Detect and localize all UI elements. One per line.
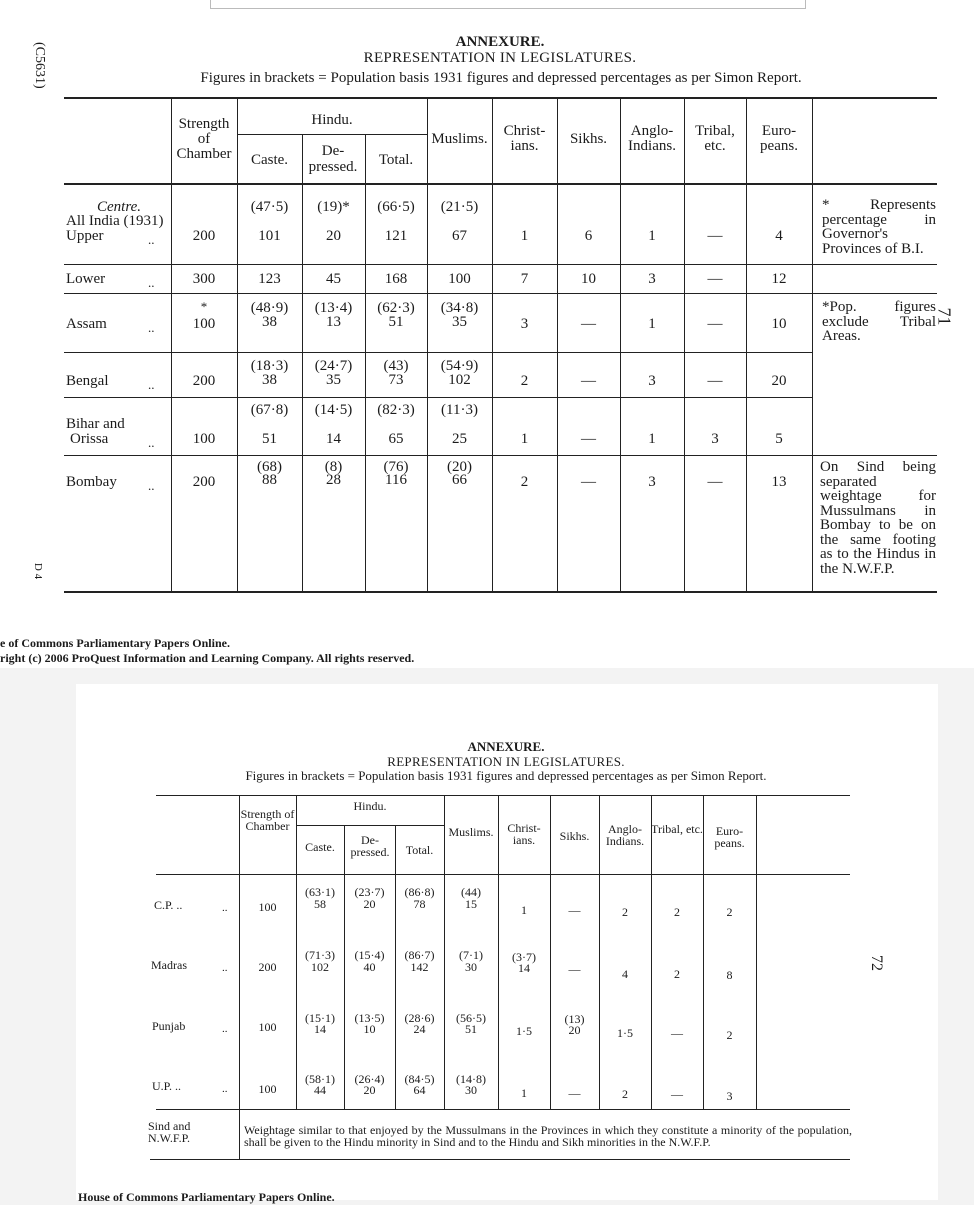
cell-muslims-pct: (44) bbox=[461, 885, 481, 899]
cell-muslims: 30 bbox=[465, 1083, 477, 1097]
row-dots: .. bbox=[222, 962, 228, 974]
cell-caste: 88 bbox=[262, 472, 277, 488]
cell-muslims: 25 bbox=[452, 431, 467, 447]
cell-muslims: 66 bbox=[452, 472, 467, 488]
cell-caste: 38 bbox=[262, 372, 277, 388]
cell-strength: 300 bbox=[192, 271, 216, 287]
cell-christians: 1·5 bbox=[516, 1024, 532, 1038]
cell-christians: 2 bbox=[520, 474, 529, 490]
cell-anglo-indians: 1 bbox=[648, 316, 656, 332]
cell-depressed: 14 bbox=[326, 431, 341, 447]
cell-anglo-indians: 3 bbox=[648, 271, 656, 287]
cell-total-pct: (86·8) bbox=[404, 885, 435, 899]
cell-tribal: — bbox=[707, 373, 723, 389]
column-rule bbox=[239, 795, 240, 1159]
column-rule bbox=[812, 97, 813, 591]
cell-sikhs: — bbox=[581, 316, 596, 332]
row-label-madras: Madras bbox=[151, 958, 187, 972]
column-rule bbox=[237, 97, 238, 591]
cell-caste-pct: (68) bbox=[257, 459, 282, 475]
row-label-assam: Assam bbox=[66, 316, 107, 332]
table-rule bbox=[64, 352, 812, 353]
cell-christians: 1 bbox=[521, 1086, 527, 1100]
note-sind-weightage: Weightage similar to that enjoyed by the Mussulmans in the Provinces in which they constitute a minority of the population, shall be given to the Hindu minority in Sind and to the Hindu and Sikh minorities in the N.W.F.P. bbox=[244, 1123, 852, 1149]
cell-caste-pct: (63·1) bbox=[305, 885, 335, 899]
cell-muslims-pct: (11·3) bbox=[441, 402, 478, 418]
table-rule bbox=[156, 795, 850, 796]
cell-total-pct: (66·5) bbox=[377, 199, 415, 215]
cell-depressed-pct: (13·4) bbox=[314, 300, 353, 316]
column-rule bbox=[171, 97, 172, 591]
column-rule bbox=[620, 97, 621, 591]
cell-caste-pct: (48·9) bbox=[250, 300, 289, 316]
cell-anglo-indians: 1 bbox=[648, 228, 656, 244]
cell-depressed-pct: (14·5) bbox=[314, 402, 353, 418]
cell-caste-pct: (18·3) bbox=[250, 358, 289, 374]
note-tribal-areas: *Pop. figures exclude Tribal Areas. bbox=[822, 299, 936, 344]
cell-depressed: 40 bbox=[363, 960, 376, 974]
table-rule bbox=[64, 397, 812, 398]
header-depressed: De- pressed. bbox=[308, 143, 358, 175]
row-label-bombay: Bombay bbox=[66, 474, 117, 490]
cell-total-pct: (62·3) bbox=[377, 300, 415, 316]
cell-depressed-pct: (23·7) bbox=[354, 885, 385, 899]
cell-christians: 2 bbox=[520, 373, 529, 389]
cell-strength: 100 bbox=[258, 1082, 277, 1096]
page-number: 72 bbox=[868, 955, 885, 971]
row-label-bihar: Bihar and bbox=[66, 416, 125, 432]
cell-muslims-pct: (54·9) bbox=[440, 358, 479, 374]
cell-muslims-pct: (7·1) bbox=[459, 948, 483, 962]
cell-depressed: 20 bbox=[363, 897, 376, 911]
cell-sikhs: — bbox=[568, 903, 581, 917]
cell-caste: 44 bbox=[314, 1083, 326, 1097]
cell-caste: 102 bbox=[311, 960, 329, 974]
header-europeans: Euro- peans. bbox=[714, 824, 745, 850]
header-hindu: Hindu. bbox=[311, 112, 353, 128]
cell-tribal: 3 bbox=[711, 431, 719, 447]
row-dots: .. bbox=[222, 1023, 228, 1035]
cell-depressed: 45 bbox=[326, 271, 341, 287]
table-rule bbox=[64, 293, 937, 294]
cell-total-pct: (84·5) bbox=[404, 1072, 435, 1086]
cell-europeans: 2 bbox=[726, 1028, 733, 1042]
cell-christians: 14 bbox=[518, 961, 530, 975]
header-europeans: Euro- peans. bbox=[760, 123, 798, 154]
side-reference: (C5631) bbox=[32, 42, 47, 89]
row-label-lower: Lower bbox=[66, 271, 106, 287]
table-rule bbox=[237, 134, 427, 135]
cell-muslims: 102 bbox=[448, 372, 471, 388]
cell-caste: 38 bbox=[262, 314, 277, 330]
cell-tribal: 2 bbox=[674, 967, 680, 981]
previous-page-edge bbox=[210, 0, 806, 9]
cell-europeans: 10 bbox=[771, 316, 787, 332]
cell-europeans: 2 bbox=[726, 905, 733, 919]
row-dots: .. bbox=[148, 377, 155, 392]
note-sind-separated: On Sind being separated weightage for Mussulmans in Bombay to be on the same footing as to the Hindus in the N.W.F.P. bbox=[820, 459, 936, 577]
table-caption: Figures in brackets = Population basis 1931 figures and depressed percentages as per Simon Report. bbox=[245, 768, 767, 783]
cell-muslims-pct: (20) bbox=[447, 459, 472, 475]
annexure-subtitle: REPRESENTATION IN LEGISLATURES. bbox=[387, 754, 625, 769]
table-rule bbox=[64, 264, 937, 265]
column-rule bbox=[427, 97, 428, 591]
row-label-centre: Centre. bbox=[96, 199, 142, 215]
cell-tribal: — bbox=[707, 316, 723, 332]
cell-christians: 7 bbox=[520, 271, 529, 287]
cell-sikhs: — bbox=[568, 962, 581, 976]
row-label-up: U.P. .. bbox=[152, 1079, 182, 1093]
cell-total: 51 bbox=[388, 314, 404, 330]
cell-depressed: 13 bbox=[326, 314, 341, 330]
cell-muslims: 15 bbox=[465, 897, 477, 911]
cell-sikhs: — bbox=[581, 373, 596, 389]
cell-muslims-pct: (14·8) bbox=[456, 1072, 486, 1086]
cell-depressed-pct: (19)* bbox=[317, 199, 350, 215]
row-label-nwfp: N.W.F.P. bbox=[148, 1131, 190, 1145]
row-dots: .. bbox=[148, 232, 155, 247]
header-sikhs: Sikhs. bbox=[559, 829, 590, 843]
column-rule bbox=[557, 97, 558, 591]
page-number: 71 bbox=[934, 307, 955, 326]
document-page-2 bbox=[76, 684, 938, 1204]
cell-caste-pct: (67·8) bbox=[250, 402, 289, 418]
cell-muslims: 51 bbox=[465, 1022, 477, 1036]
cell-christians-pct: (3·7) bbox=[512, 950, 536, 964]
table-rule bbox=[156, 874, 850, 875]
row-label-punjab: Punjab bbox=[152, 1019, 186, 1033]
cell-total: 65 bbox=[388, 431, 404, 447]
cell-christians: 3 bbox=[520, 316, 529, 332]
cell-tribal: — bbox=[707, 271, 723, 287]
table-rule bbox=[150, 1159, 850, 1160]
row-label-cp: C.P. .. bbox=[154, 898, 183, 912]
cell-europeans: 3 bbox=[726, 1089, 733, 1103]
cell-caste: 51 bbox=[262, 431, 277, 447]
cell-muslims: 67 bbox=[452, 228, 467, 244]
cell-depressed: 20 bbox=[363, 1083, 376, 1097]
cell-christians: 1 bbox=[520, 431, 529, 447]
cell-europeans: 13 bbox=[771, 474, 787, 490]
cell-strength: 200 bbox=[192, 474, 216, 490]
header-caste: Caste. bbox=[250, 152, 289, 168]
table-rule bbox=[64, 183, 937, 185]
cell-caste-pct: (71·3) bbox=[305, 948, 335, 962]
cell-total: 142 bbox=[410, 960, 429, 974]
header-hindu: Hindu. bbox=[353, 799, 387, 813]
footer-source: House of Commons Parliamentary Papers Online. bbox=[78, 1190, 335, 1204]
cell-tribal: — bbox=[671, 1026, 683, 1040]
column-rule bbox=[756, 795, 757, 1109]
table-rule bbox=[156, 1109, 850, 1110]
header-total: Total. bbox=[405, 843, 434, 857]
cell-caste: 58 bbox=[314, 897, 326, 911]
table-caption: Figures in brackets = Population basis 1931 figures and depressed percentages as per Simon Report. bbox=[200, 70, 802, 86]
annexure-subtitle: REPRESENTATION IN LEGISLATURES. bbox=[363, 50, 637, 66]
footer-copyright: right (c) 2006 ProQuest Information and Learning Company. All rights reserved. bbox=[0, 651, 415, 665]
table-rule bbox=[64, 455, 937, 456]
cell-anglo-indians: 1·5 bbox=[617, 1026, 633, 1040]
cell-anglo-indians: 4 bbox=[622, 967, 628, 981]
cell-anglo-indians: 3 bbox=[648, 474, 656, 490]
cell-total: 64 bbox=[413, 1083, 426, 1097]
cell-depressed-pct: (8) bbox=[324, 459, 343, 475]
table-rule bbox=[64, 591, 937, 593]
cell-europeans: 4 bbox=[775, 228, 783, 244]
cell-depressed: 10 bbox=[363, 1022, 376, 1036]
cell-total: 168 bbox=[384, 271, 408, 287]
cell-europeans: 20 bbox=[771, 373, 787, 389]
cell-depressed: 20 bbox=[326, 228, 341, 244]
cell-strength: 200 bbox=[258, 960, 277, 974]
column-rule bbox=[492, 97, 493, 591]
cell-total: 24 bbox=[413, 1022, 426, 1036]
side-mark: D 4 bbox=[32, 562, 45, 580]
cell-sikhs: — bbox=[568, 1086, 581, 1100]
row-dots: .. bbox=[148, 435, 155, 450]
cell-total-pct: (76) bbox=[383, 459, 409, 475]
cell-strength: 200 bbox=[192, 228, 216, 244]
cell-europeans: 5 bbox=[775, 431, 783, 447]
cell-total-pct: (82·3) bbox=[377, 402, 415, 418]
cell-tribal: — bbox=[671, 1087, 683, 1101]
cell-sikhs: — bbox=[581, 474, 596, 490]
cell-muslims-pct: (56·5) bbox=[456, 1011, 486, 1025]
row-label-sind: Sind and bbox=[148, 1119, 191, 1133]
table-rule bbox=[64, 97, 937, 99]
cell-total: 121 bbox=[384, 228, 408, 244]
cell-europeans: 8 bbox=[726, 968, 733, 982]
header-christians: Christ- ians. bbox=[507, 821, 541, 847]
row-dots: .. bbox=[222, 902, 228, 914]
cell-total: 116 bbox=[385, 472, 407, 488]
row-label-bengal: Bengal bbox=[66, 373, 109, 389]
cell-muslims-pct: (21·5) bbox=[440, 199, 479, 215]
cell-muslims-pct: (34·8) bbox=[440, 300, 479, 316]
row-dots: .. bbox=[148, 478, 155, 493]
header-tribal: Tribal, etc. bbox=[651, 822, 703, 836]
cell-sikhs: 6 bbox=[584, 228, 593, 244]
header-muslims: Muslims. bbox=[431, 131, 488, 147]
cell-strength: 200 bbox=[192, 373, 216, 389]
row-label-upper: Upper bbox=[66, 228, 104, 244]
header-strength: Strength of Chamber bbox=[240, 807, 295, 833]
cell-muslims: 30 bbox=[465, 960, 477, 974]
cell-anglo-indians: 2 bbox=[622, 905, 628, 919]
cell-strength: 100 bbox=[192, 316, 216, 332]
cell-strength-star: * bbox=[200, 299, 208, 314]
row-dots: .. bbox=[148, 320, 155, 335]
cell-caste-pct: (58·1) bbox=[305, 1072, 335, 1086]
cell-caste-pct: (15·1) bbox=[305, 1011, 335, 1025]
cell-sikhs: 20 bbox=[568, 1023, 581, 1037]
cell-christians: 1 bbox=[521, 903, 527, 917]
cell-sikhs: 10 bbox=[581, 271, 596, 287]
header-strength: Strength of Chamber bbox=[176, 116, 232, 162]
cell-anglo-indians: 1 bbox=[648, 431, 656, 447]
cell-anglo-indians: 3 bbox=[648, 373, 656, 389]
cell-total: 73 bbox=[388, 372, 404, 388]
cell-europeans: 12 bbox=[771, 271, 787, 287]
header-anglo-indians: Anglo- Indians. bbox=[628, 123, 676, 154]
footer-source: e of Commons Parliamentary Papers Online. bbox=[0, 636, 230, 650]
header-caste: Caste. bbox=[305, 840, 335, 854]
header-sikhs: Sikhs. bbox=[569, 131, 608, 147]
row-dots: .. bbox=[222, 1083, 228, 1095]
cell-depressed-pct: (26·4) bbox=[354, 1072, 385, 1086]
cell-depressed: 35 bbox=[326, 372, 341, 388]
cell-muslims: 35 bbox=[452, 314, 467, 330]
cell-caste: 101 bbox=[258, 228, 281, 244]
cell-depressed-pct: (15·4) bbox=[354, 948, 385, 962]
header-depressed: De- pressed. bbox=[350, 833, 390, 859]
annexure-title: ANNEXURE. bbox=[467, 739, 545, 754]
row-label-all-india: All India (1931) bbox=[66, 213, 164, 229]
header-tribal: Tribal, etc. bbox=[695, 123, 735, 154]
cell-christians: 1 bbox=[520, 228, 529, 244]
note-governors-provinces: * Represents percentage in Governor's Provinces of B.I. bbox=[822, 197, 936, 257]
cell-total: 78 bbox=[413, 897, 426, 911]
cell-sikhs-pct: (13) bbox=[564, 1012, 585, 1026]
cell-total-pct: (86·7) bbox=[404, 948, 435, 962]
table-rule bbox=[296, 825, 444, 826]
cell-depressed-pct: (13·5) bbox=[354, 1011, 385, 1025]
cell-tribal: — bbox=[707, 228, 723, 244]
cell-sikhs: — bbox=[581, 431, 596, 447]
cell-caste: 14 bbox=[314, 1022, 326, 1036]
cell-depressed: 28 bbox=[326, 472, 341, 488]
row-label-orissa: Orissa bbox=[70, 431, 109, 447]
cell-strength: 100 bbox=[192, 431, 216, 447]
cell-caste-pct: (47·5) bbox=[250, 199, 289, 215]
cell-tribal: — bbox=[707, 474, 723, 490]
column-rule bbox=[651, 795, 652, 1109]
header-total: Total. bbox=[378, 152, 414, 168]
cell-muslims: 100 bbox=[448, 271, 471, 287]
header-anglo-indians: Anglo- Indians. bbox=[605, 822, 645, 848]
row-dots: .. bbox=[148, 275, 155, 290]
cell-caste: 123 bbox=[258, 271, 281, 287]
cell-strength: 100 bbox=[258, 1020, 277, 1034]
cell-total-pct: (43) bbox=[383, 358, 409, 374]
cell-tribal: 2 bbox=[674, 905, 680, 919]
cell-total-pct: (28·6) bbox=[404, 1011, 435, 1025]
header-muslims: Muslims. bbox=[448, 825, 494, 839]
cell-anglo-indians: 2 bbox=[622, 1087, 628, 1101]
cell-strength: 100 bbox=[258, 900, 277, 914]
column-rule bbox=[684, 97, 685, 591]
cell-depressed-pct: (24·7) bbox=[314, 358, 353, 374]
header-christians: Christ- ians. bbox=[503, 123, 546, 154]
annexure-title: ANNEXURE. bbox=[455, 34, 545, 50]
column-rule bbox=[746, 97, 747, 591]
